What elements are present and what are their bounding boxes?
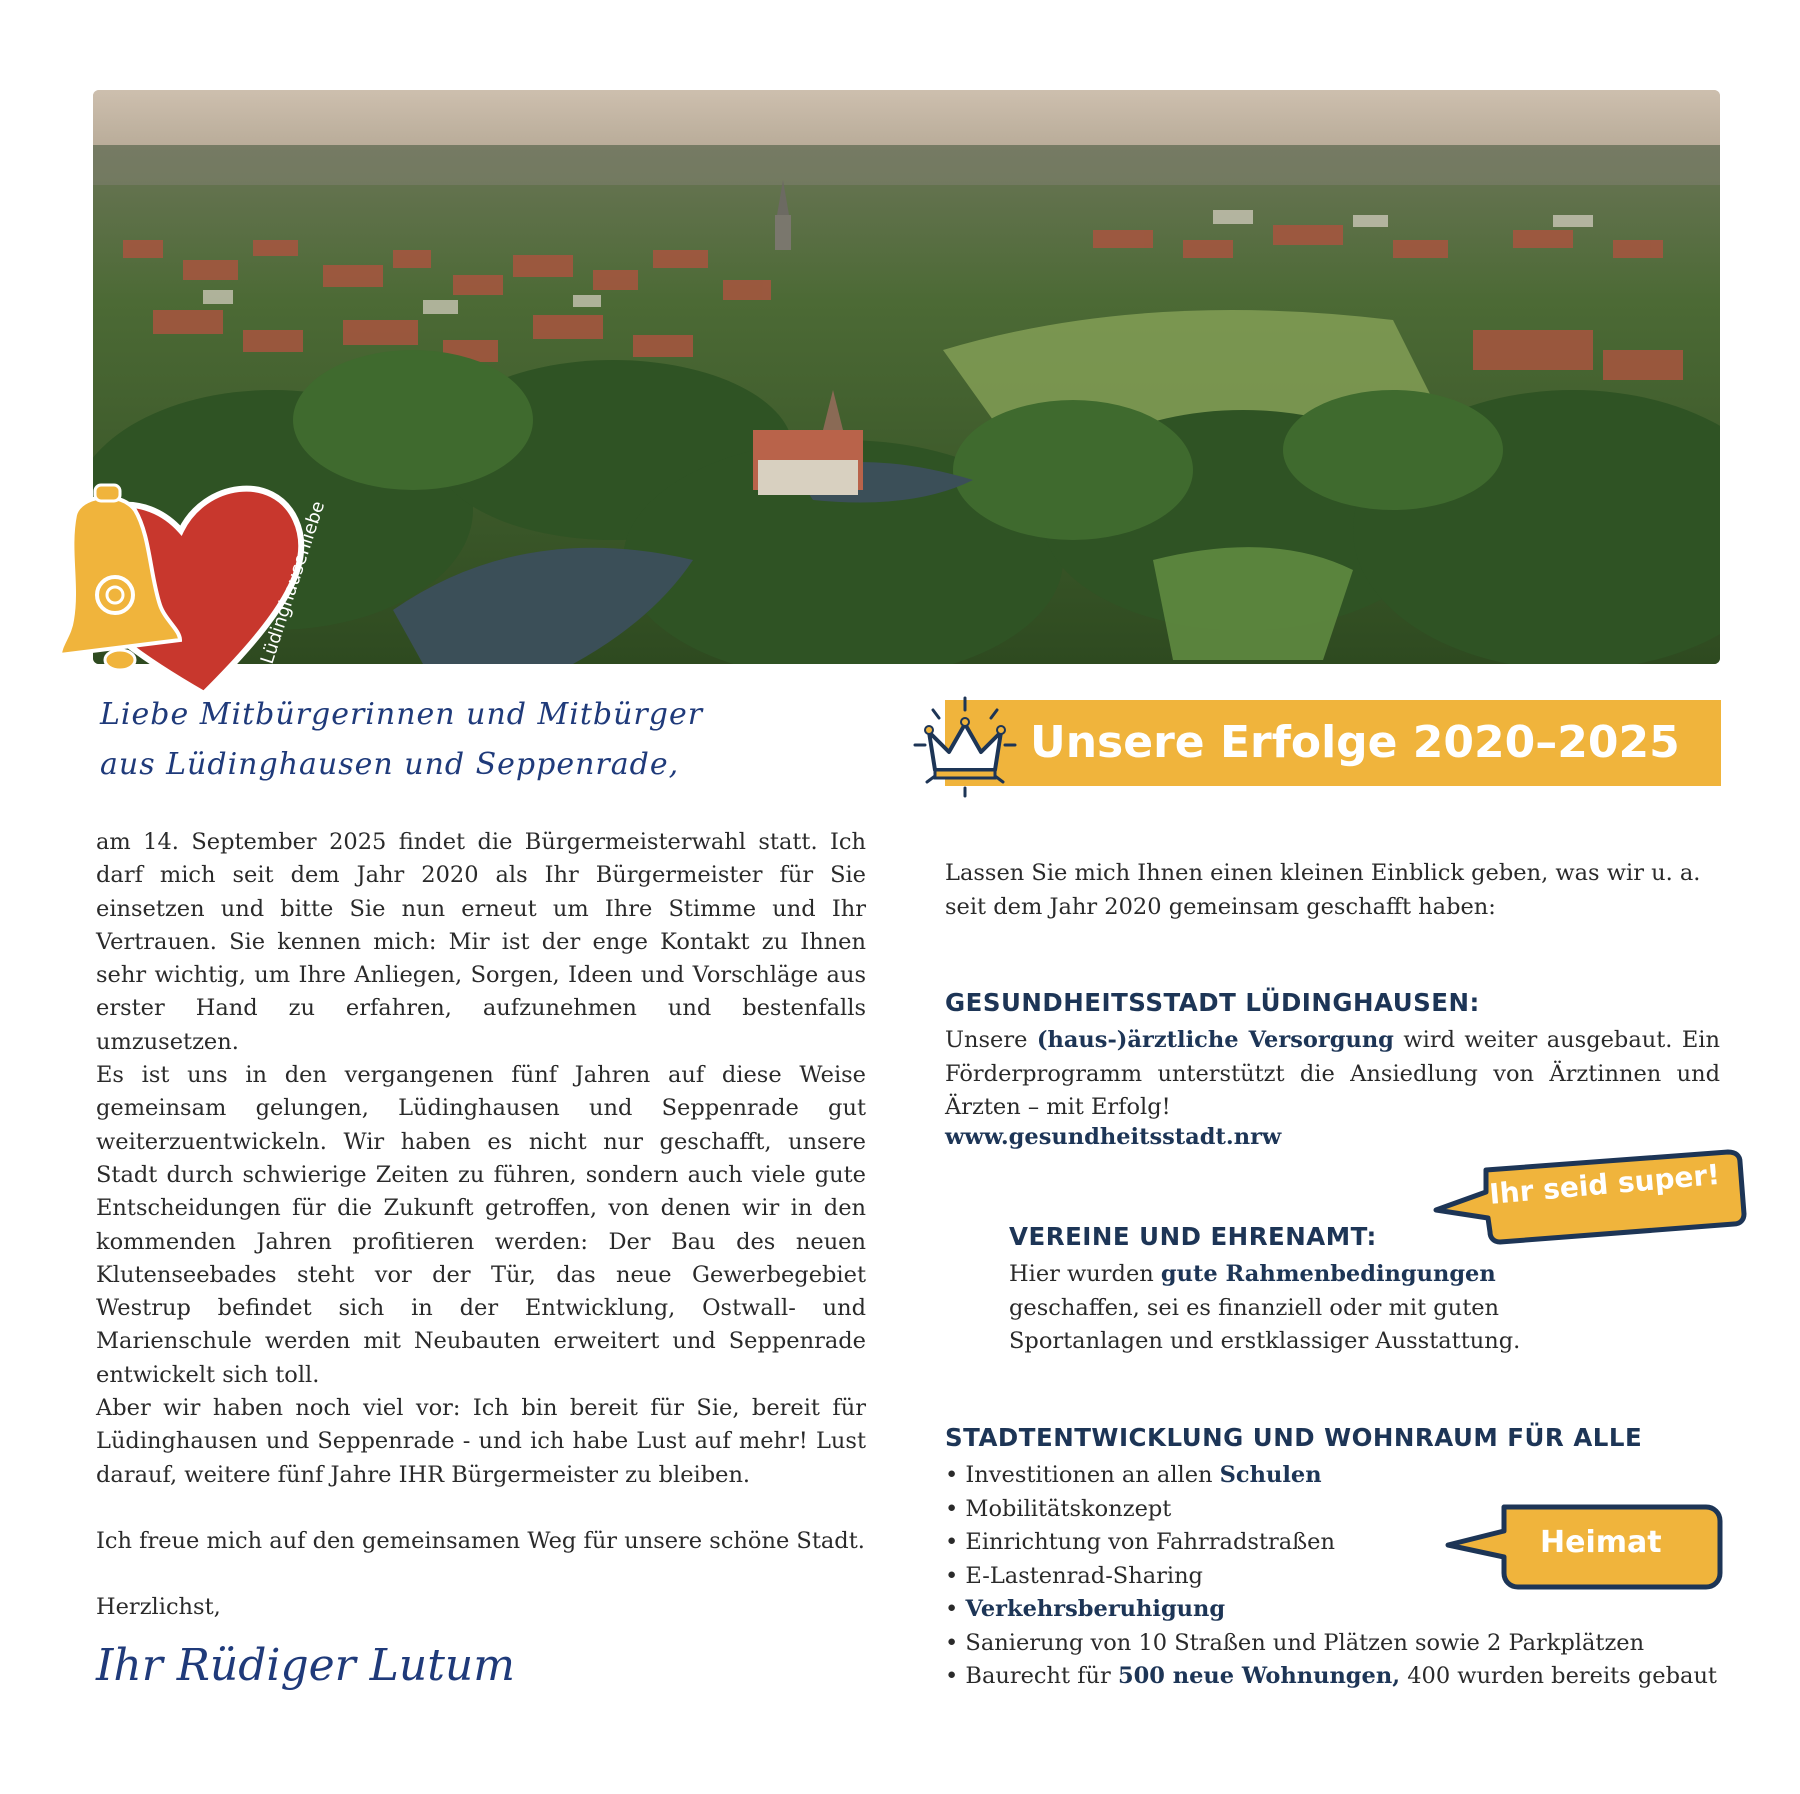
health-website-link[interactable]: www.gesundheitsstadt.nrw bbox=[945, 1124, 1282, 1150]
text: geschaffen, sei es finanziell oder mit guten Sportanlagen und erstklassiger Ausstattung. bbox=[1009, 1294, 1521, 1354]
list-item: • Sanierung von 10 Straßen und Plätzen sowie 2 Parkplätzen bbox=[945, 1629, 1645, 1656]
text: Unsere bbox=[945, 1027, 1037, 1053]
spacer bbox=[96, 1492, 866, 1525]
list-item: • E-Lastenrad-Sharing bbox=[945, 1562, 1203, 1589]
intro-paragraph: Lassen Sie mich Ihnen einen kleinen Einblick geben, was wir u. a. seit dem Jahr 2020 gemeinsam geschafft haben: bbox=[945, 860, 1701, 920]
list-item: • Baurecht für 500 neue Wohnungen, 400 wurden bereits gebaut bbox=[945, 1663, 1717, 1689]
list-item: • Einrichtung von Fahrradstraßen bbox=[945, 1529, 1335, 1555]
section-heading-clubs: VEREINE UND EHRENAMT: bbox=[1009, 1222, 1377, 1251]
letter-paragraph-3: Aber wir haben noch viel vor: Ich bin bereit für Sie, bereit für Lüdinghausen und Seppenrade - und ich habe Lust auf mehr! Lust darauf, weitere fünf Jahre IHR Bürgermeister zu bleiben. bbox=[96, 1395, 866, 1488]
list-item: • Investitionen an allen Schulen bbox=[945, 1462, 1322, 1488]
section-text-health bbox=[945, 1024, 1720, 1125]
section-text-clubs bbox=[1009, 1258, 1589, 1359]
letter-paragraph-4: Ich freue mich auf den gemeinsamen Weg für unsere schöne Stadt. bbox=[96, 1527, 865, 1554]
section-heading-urban-development: STADTENTWICKLUNG UND WOHNRAUM FÜR ALLE bbox=[945, 1423, 1643, 1452]
greeting-line-2: aus Lüdinghausen und Seppenrade, bbox=[100, 747, 680, 782]
list-item: • Mobilitätskonzept bbox=[945, 1495, 1172, 1522]
letter-body bbox=[96, 826, 866, 1625]
bubble-text-heimat: Heimat bbox=[1540, 1525, 1662, 1560]
highlight: (haus-)ärztliche Versorgung bbox=[1036, 1027, 1394, 1053]
list-item: • Verkehrsberuhigung bbox=[945, 1596, 1226, 1622]
text: wird weiter ausgebaut. Ein Förderprogramm unterstützt die Ansiedlung von Ärztinnen und Ärzten – mit Erfolg! bbox=[945, 1027, 1720, 1120]
handwritten-greeting bbox=[100, 690, 800, 790]
letter-paragraph-2: Es ist uns in den vergangenen fünf Jahren auf diese Weise gemeinsam gelungen, Lüdinghausen und Seppenrade gut weiterzuentwickeln. Wir haben es nicht nur geschafft, unsere Stadt durch schwierige Zeiten zu führen, sondern auch viele gute Entscheidungen für die Zukunft getroffen, von denen wir in den kommenden Jahren profitieren werden: Der Bau des neuen Klutenseebades steht vor der Tür, das neue Gewerbegebiet Westrup befindet sich in der Entwicklung, Ostwall- und Marienschule werden mit Neubauten erweitert und Seppenrade entwickelt sich toll. bbox=[96, 1062, 866, 1388]
header-photo-aerial-town bbox=[93, 90, 1720, 664]
logo-text: Lüdinghausenliebe bbox=[256, 498, 330, 667]
heart-bell-icon bbox=[40, 455, 330, 705]
letter-paragraph-1: am 14. September 2025 findet die Bürgermeisterwahl statt. Ich darf mich seit dem Jahr 2020 als Ihr Bürgermeister für Sie einsetzen und bitte Sie nun erneut um Ihre Stimme und Ihr Vertrauen. Sie kennen mich: Mir ist der enge Kontakt zu Ihnen sehr wichtig, um Ihre Anliegen, Sorgen, Ideen und Vorschläge aus erster Hand zu erfahren, aufzunehmen und bestenfalls umzusetzen. bbox=[96, 829, 866, 1055]
section-heading-health: GESUNDHEITSSTADT LÜDINGHAUSEN: bbox=[945, 988, 1480, 1017]
aerial-landscape-illustration bbox=[93, 90, 1720, 664]
letter-closing: Herzlichst, bbox=[96, 1594, 221, 1621]
text: Hier wurden bbox=[1009, 1261, 1161, 1287]
bubble-text-super: Ihr seid super! bbox=[1488, 1157, 1722, 1211]
luedinghausenliebe-logo bbox=[40, 455, 330, 705]
banner-title: Unsere Erfolge 2020–2025 bbox=[1030, 717, 1680, 768]
spacer bbox=[96, 1558, 866, 1591]
signature: Ihr Rüdiger Lutum bbox=[96, 1640, 515, 1691]
greeting-line-1: Liebe Mitbürgerinnen und Mitbürger bbox=[100, 697, 704, 732]
crown-icon bbox=[905, 690, 1025, 800]
intro-text bbox=[945, 857, 1720, 924]
highlight: gute Rahmenbedingungen bbox=[1160, 1261, 1496, 1287]
